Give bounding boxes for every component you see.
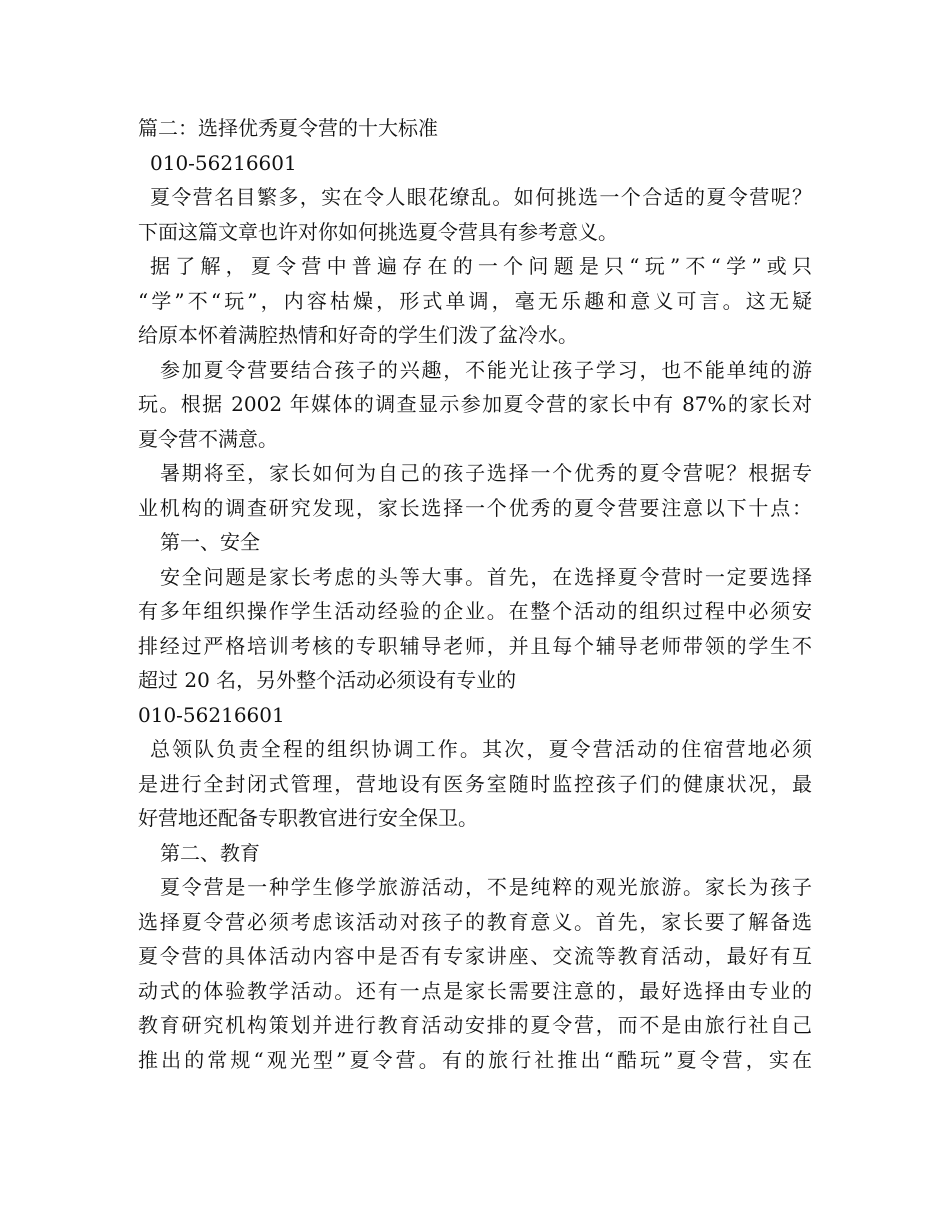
text-line: 据了解，夏令营中普遍存在的一个问题是只“玩”不“学”或只 bbox=[150, 254, 812, 278]
text-line: 夏令营名目繁多，实在令人眼花缭乱。如何挑选一个合适的夏令营呢？ bbox=[150, 185, 812, 209]
text-line: 下面这篇文章也许对你如何挑选夏令营具有参考意义。 bbox=[138, 219, 618, 244]
text-line: 是进行全封闭式管理，营地设有医务室随时监控孩子们的健康状况，最 bbox=[138, 771, 812, 796]
text-line: 暑期将至，家长如何为自己的孩子选择一个优秀的夏令营呢？根据专 bbox=[160, 461, 812, 485]
section-heading: 第二、教育 bbox=[160, 840, 260, 865]
text-line: 超过 20 名，另外整个活动必须设有专业的 bbox=[138, 668, 517, 692]
text-line: 夏令营是一种学生修学旅游活动，不是纯粹的观光旅游。家长为孩子 bbox=[160, 875, 812, 899]
phone-number: 010-56216601 bbox=[150, 150, 297, 175]
text-line: 选择夏令营必须考虑该活动对孩子的教育意义。首先，家长要了解备选 bbox=[138, 909, 812, 934]
text-line: 夏令营的具体活动内容中是否有专家讲座、交流等教育活动，最好有互 bbox=[138, 944, 812, 968]
text-line: 教育研究机构策划并进行教育活动安排的夏令营，而不是由旅行社自己 bbox=[138, 1013, 812, 1037]
document-title: 篇二：选择优秀夏令营的十大标准 bbox=[138, 116, 438, 140]
text-line: 给原本怀着满腔热情和好奇的学生们泼了盆冷水。 bbox=[138, 323, 578, 347]
document-body bbox=[138, 111, 812, 1077]
text-line: 动式的体验教学活动。还有一点是家长需要注意的，最好选择由专业的 bbox=[138, 978, 812, 1003]
phone-number: 010-56216601 bbox=[138, 702, 285, 727]
text-line: 安全问题是家长考虑的头等大事。首先，在选择夏令营时一定要选择 bbox=[160, 564, 812, 589]
text-line: “学”不“玩”，内容枯燥，形式单调，毫无乐趣和意义可言。这无疑 bbox=[138, 288, 812, 313]
text-line: 推出的常规“观光型”夏令营。有的旅行社推出“酷玩”夏令营，实在 bbox=[138, 1047, 812, 1072]
text-line: 排经过严格培训考核的专职辅导老师，并且每个辅导老师带领的学生不 bbox=[138, 633, 812, 658]
section-heading: 第一、安全 bbox=[160, 530, 260, 554]
text-line: 业机构的调查研究发现，家长选择一个优秀的夏令营要注意以下十点： bbox=[138, 495, 812, 520]
text-line: 夏令营不满意。 bbox=[138, 426, 278, 451]
text-line: 总领队负责全程的组织协调工作。其次，夏令营活动的住宿营地必须 bbox=[150, 737, 812, 761]
text-line: 玩。根据 2002 年媒体的调查显示参加夏令营的家长中有 87%的家长对 bbox=[138, 392, 812, 416]
text-line: 好营地还配备专职教官进行安全保卫。 bbox=[138, 806, 478, 830]
text-line: 参加夏令营要结合孩子的兴趣，不能光让孩子学习，也不能单纯的游 bbox=[160, 357, 812, 382]
text-line: 有多年组织操作学生活动经验的企业。在整个活动的组织过程中必须安 bbox=[138, 599, 812, 623]
